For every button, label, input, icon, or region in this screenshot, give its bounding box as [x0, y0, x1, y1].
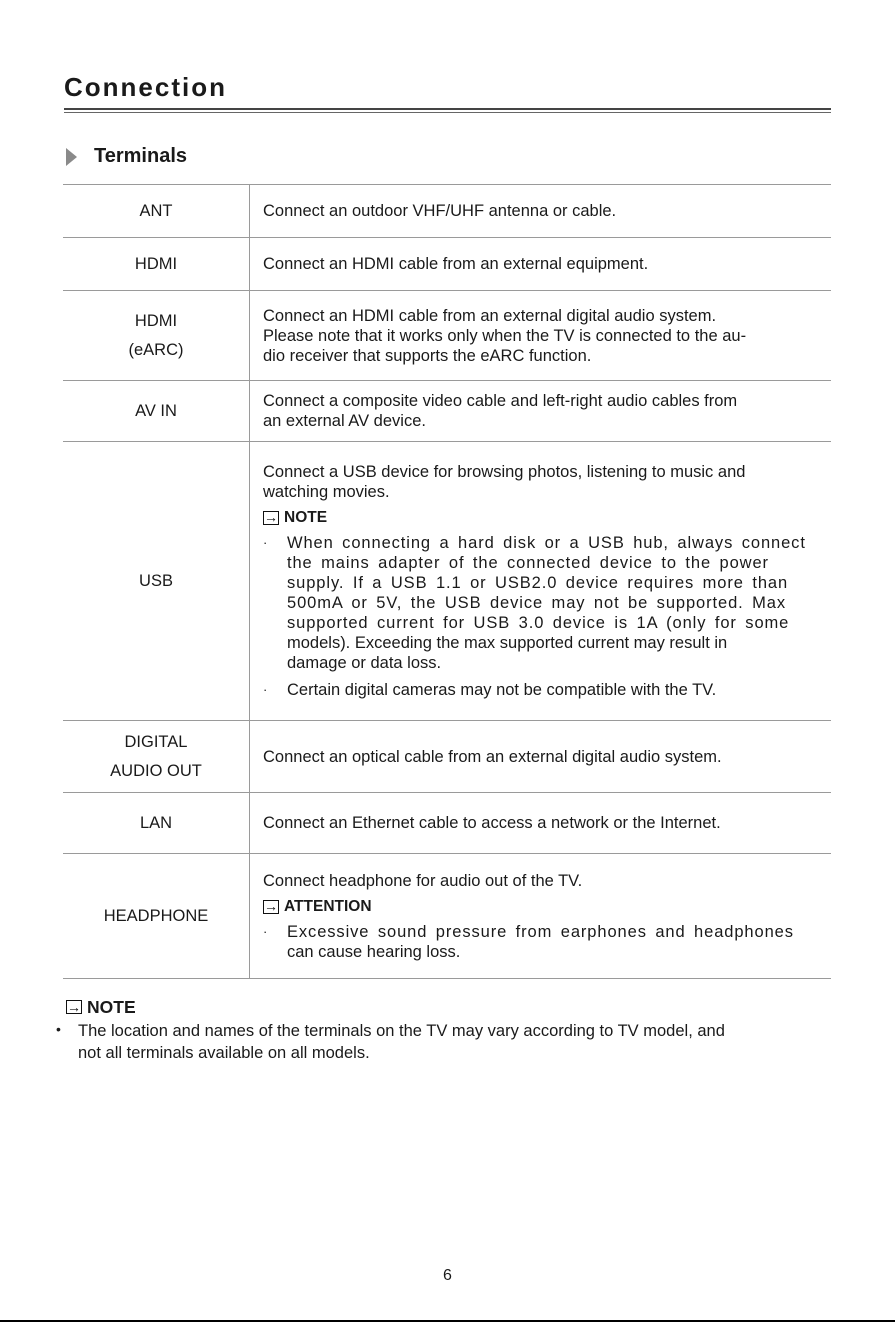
note-arrow-icon	[263, 511, 279, 525]
bullet-line: 500mA or 5V, the USB device may not be supported. Max	[287, 594, 786, 612]
bullet-dot-icon: ·	[263, 923, 268, 939]
terminal-description	[250, 442, 832, 721]
bullet-line: the mains adapter of the connected device to the power	[287, 554, 769, 572]
note-heading	[263, 508, 829, 528]
attention-heading	[263, 897, 829, 917]
terminal-name	[63, 721, 250, 793]
table-row	[63, 793, 831, 854]
bullet-line: Excessive sound pressure from earphones and headphones	[287, 922, 794, 941]
bullet-line: Certain digital cameras may not be compatible with the TV.	[287, 681, 717, 699]
description-line: Connect a composite video cable and left-right audio cables from	[263, 392, 738, 410]
title-rule	[64, 108, 831, 113]
list-item	[263, 680, 829, 700]
description-line: an external AV device.	[263, 412, 426, 430]
table-row	[63, 291, 831, 381]
note-heading	[66, 996, 831, 1018]
note-label: NOTE	[87, 997, 136, 1017]
bullet-dot-icon: •	[56, 1021, 61, 1037]
description-line: dio receiver that supports the eARC function.	[263, 346, 592, 365]
table-row	[63, 442, 831, 721]
note-line: The location and names of the terminals on the TV may vary according to TV model, and	[78, 1022, 725, 1040]
bullet-line: models). Exceeding the max supported current may result in	[287, 634, 728, 652]
terminal-name	[63, 381, 250, 442]
section-header	[66, 145, 187, 168]
table-row	[63, 185, 831, 238]
terminal-description	[250, 291, 832, 381]
terminal-name-line: HDMI	[134, 311, 178, 330]
triangle-bullet-icon	[66, 148, 77, 166]
bullet-line: can cause hearing loss.	[287, 942, 461, 961]
bullet-line: damage or data loss.	[287, 654, 442, 672]
terminal-name	[63, 854, 250, 979]
terminal-name-line: AV IN	[135, 401, 177, 420]
terminals-table	[63, 184, 831, 979]
terminal-name	[63, 291, 250, 381]
list-item	[263, 533, 829, 673]
note-arrow-icon	[66, 1000, 82, 1014]
terminal-name	[63, 442, 250, 721]
table-row	[63, 721, 831, 793]
section-title: Terminals	[94, 145, 187, 167]
terminal-description	[250, 238, 832, 291]
terminal-name	[63, 238, 250, 291]
description-line: Connect a USB device for browsing photos, listening to music and	[263, 463, 746, 481]
description-line: Connect headphone for audio out of the TV.	[263, 871, 583, 890]
terminal-name-line: LAN	[139, 813, 173, 832]
table-row	[63, 238, 831, 291]
table-row	[63, 381, 831, 442]
page-number: 6	[443, 1267, 452, 1284]
bullet-line: supply. If a USB 1.1 or USB2.0 device requires more than	[287, 574, 789, 592]
terminal-name	[63, 793, 250, 854]
table-row	[63, 854, 831, 979]
note-line: not all terminals available on all models.	[78, 1044, 370, 1062]
note-label: NOTE	[284, 509, 328, 526]
terminal-name-line: HDMI	[134, 254, 178, 273]
list-item	[263, 922, 829, 962]
list-item	[56, 1020, 831, 1064]
terminal-description	[250, 721, 832, 793]
terminal-description	[250, 793, 832, 854]
description-line: Connect an HDMI cable from an external digital audio system.	[263, 306, 717, 325]
terminal-name-line: USB	[139, 571, 173, 590]
page-title: Connection	[64, 72, 227, 102]
attention-arrow-icon	[263, 900, 279, 914]
terminal-name-line: (eARC)	[128, 340, 184, 359]
bullet-line: supported current for USB 3.0 device is 1A (only for some	[287, 614, 790, 632]
bottom-note	[56, 996, 831, 1064]
description-line: Connect an HDMI cable from an external equipment.	[263, 255, 649, 273]
attention-label: ATTENTION	[284, 897, 372, 915]
terminal-description	[250, 381, 832, 442]
description-line: watching movies.	[263, 483, 390, 501]
terminal-name-line: HEADPHONE	[103, 906, 209, 925]
terminal-description	[250, 185, 832, 238]
description-line: Please note that it works only when the TV is connected to the au-	[263, 326, 747, 345]
terminal-name-line: ANT	[139, 201, 173, 220]
description-line: Connect an outdoor VHF/UHF antenna or cable.	[263, 202, 617, 220]
bullet-dot-icon: ·	[263, 682, 268, 697]
terminal-name-line: DIGITAL	[124, 732, 188, 751]
description-line: Connect an optical cable from an external digital audio system.	[263, 747, 722, 766]
terminal-description	[250, 854, 832, 979]
terminal-name-line: AUDIO OUT	[110, 761, 202, 780]
page-bottom-rule	[0, 1320, 895, 1322]
description-line: Connect an Ethernet cable to access a network or the Internet.	[263, 814, 721, 832]
bullet-line: When connecting a hard disk or a USB hub, always connect	[287, 534, 806, 552]
terminal-name	[63, 185, 250, 238]
bullet-dot-icon: ·	[263, 535, 268, 550]
